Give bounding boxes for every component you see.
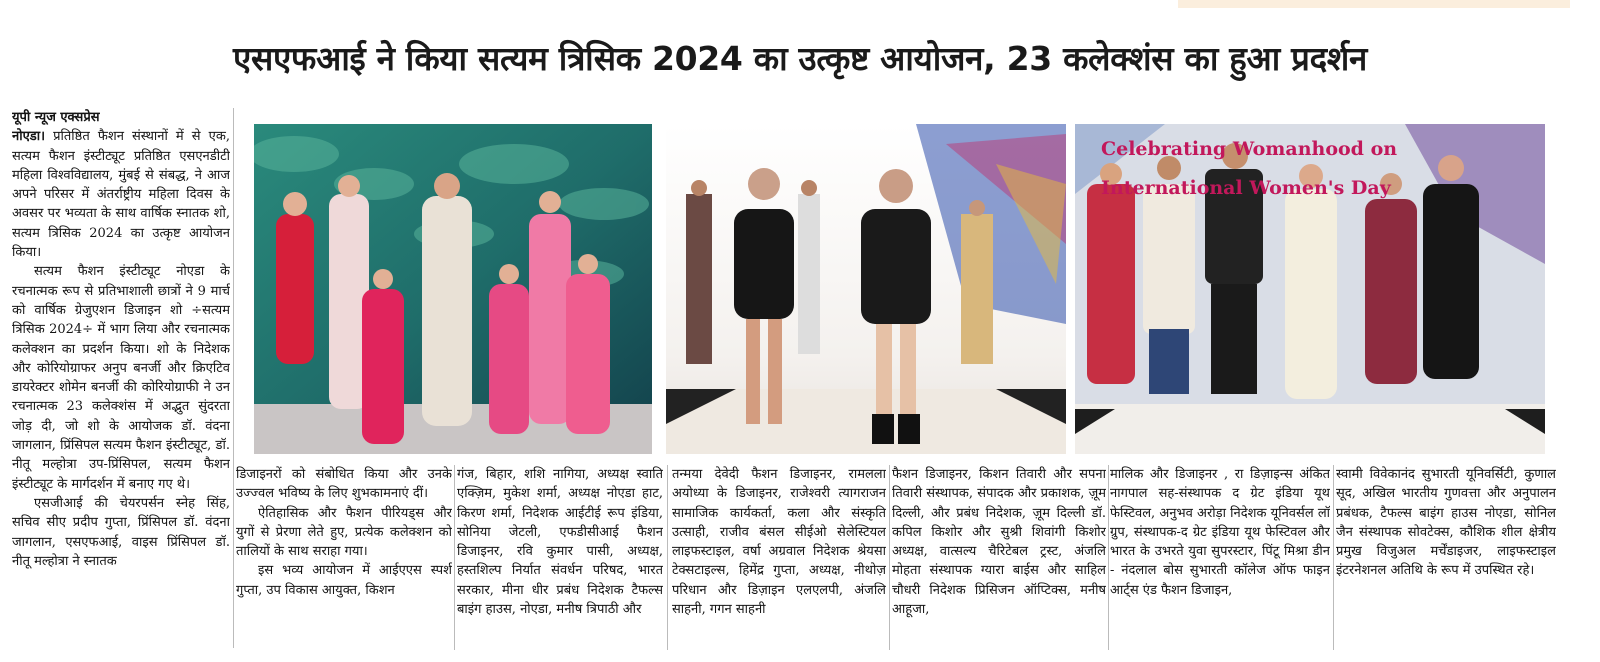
paragraph: मालिक और डिजाइनर , रा डिज़ाइन्स अंकित नागपाल सह-संस्थापक द ग्रेट इंडिया यूथ फेस्टिवल, अनुभव अरोड़ा निदेशक यूनिवर्सल लॉ ग्रुप, संस्थापक-द ग्रेट इंडिया यूथ फेस्टिवल और भारत के उभरते युवा सुपरस्टार, पिंटू मिश्रा डीन - नंदलाल बोस सुभारती कॉलेज ऑफ फाइन आर्ट्स एंड फैशन डिजाइन, [1110, 467, 1330, 598]
paragraph: डिजाइनरों को संबोधित किया और उनके उज्ज्वल भविष्य के लिए शुभकामनाएं दीं। [236, 467, 452, 502]
column-divider [1108, 465, 1109, 650]
paragraph: गंज, बिहार, शशि नागिया, अध्यक्ष स्वाति एक्ज़िम, मुकेश शर्मा, अध्यक्ष नोएडा हाट, किरण शर्मा, निदेशक आईटीई रूप इंडिया, सोनिया जेटली, एफडीसीआई फैशन डिजाइनर, रवि कुमार पासी, अध्यक्ष, हस्तशिल्प निर्यात संवर्धन परिषद, भारत सरकार, मीना धीर प्रबंध निदेशक टैफल्स बाइंग हाउस, नोएडा, मनीष त्रिपाठी और [457, 467, 663, 618]
article-column-3 [457, 465, 663, 650]
paragraph: सत्यम फैशन इंस्टीट्यूट नोएडा के रचनात्मक रूप से प्रतिभाशाली छात्रों ने 9 मार्च को वार्षिक ग्रेजुएशन डिजाइन शो ÷सत्यम त्रिसिक 2024÷ में भाग लिया और रचनात्मक कलेक्शन का प्रदर्शन किया। शो के निदेशक और कोरियोग्राफर अनुप बनर्जी और क्रिएटिव डायरेक्टर शोमेन बनर्जी की कोरियोग्राफी ने उन रचनात्मक 23 कलेक्शंस में अद्भुत सुंदरता जोड़ दी, जो शो के आयोजक डॉ. वंदना जागलान, प्रिंसिपल सत्यम फैशन इंस्टीट्यूट, डॉ. नीतू मल्होत्रा उप-प्रिंसिपल, सत्यम फैशन इंस्टीट्यूट के मार्गदर्शन में बनाए गए थे। [12, 264, 230, 492]
photo-runway-models [666, 124, 1066, 454]
article-column-5 [892, 465, 1106, 650]
photo-kids-runway [254, 124, 652, 454]
article-column-1 [12, 108, 230, 648]
byline: यूपी न्यूज एक्सप्रेस [12, 110, 100, 125]
paragraph [12, 127, 230, 262]
banner-line-1: Celebrating Womanhood on [1101, 138, 1398, 160]
banner-line-2: International Women's Day [1101, 177, 1391, 199]
paragraph: फैशन डिजाइनर, किशन तिवारी और सपना तिवारी संस्थापक, संपादक और प्रकाशक, ज़ूम दिल्ली, और प्रबंध निदेशक, ज़ूम दिल्ली डॉ. कपिल किशोर और सुश्री शिवांगी किशोर अध्यक्ष, वात्सल्य चैरिटेबल ट्रस्ट, अंजलि मोहता संस्थापक ग्यारा बाईस और साहिल चौधरी निदेशक प्रिसिजन ऑप्टिक्स, मनीष आहूजा, [892, 467, 1106, 618]
kids-runway-image [254, 124, 652, 454]
paragraph-text: प्रतिष्ठित फैशन संस्थानों में से एक, सत्यम फैशन इंस्टीट्यूट प्रतिष्ठित एसएनडीटी महिला विश्वविद्यालय, मुंबई से संबद्ध, ने आज अपने परिसर में अंतर्राष्ट्रीय महिला दिवस के अवसर पर भव्यता के साथ वार्षिक स्नातक शो, सत्यम त्रिसिक 2024 का उत्कृष्ट आयोजन किया। [12, 129, 230, 261]
paragraph: ऐतिहासिक और फैशन पीरियड्स और युगों से प्रेरणा लेते हुए, प्रत्येक कलेक्शन को तालियों के साथ सराहा गया। [236, 505, 452, 560]
column-divider [454, 465, 455, 650]
top-color-strip [1178, 0, 1570, 8]
headline: एसएफआई ने किया सत्यम त्रिसिक 2024 का उत्कृष्ट आयोजन, 23 कलेक्शंस का हुआ प्रदर्शन [233, 38, 1367, 78]
column-divider [889, 465, 890, 650]
article-column-6 [1110, 465, 1330, 650]
paragraph: तन्मया देवेदी फैशन डिजाइनर, रामलला अयोध्या के डिजाइनर, राजेश्वरी त्यागराजन सामाजिक कार्यकर्ता, कला और संस्कृति उत्साही, राजीव बंसल सीईओ सेलेस्टियल लाइफस्टाइल, वर्षा अग्रवाल निदेशक श्रेयसा टेक्सटाइल्स, हिमेंद्र गुप्ता, अध्यक्ष, नीथोज़ परिधान और डिज़ाइन एलएलपी, अंजलि साहनी, गगन साहनी [672, 467, 886, 618]
column-divider [233, 108, 234, 648]
award-group-image [1075, 124, 1545, 454]
runway-models-image [666, 124, 1066, 454]
article-column-2 [236, 465, 452, 650]
paragraph: स्वामी विवेकानंद सुभारती यूनिवर्सिटी, कुणाल सूद, अखिल भारतीय गुणवत्ता और अनुपालन प्रबंधक, टैफल्स बाइंग हाउस नोएडा, सोनिल जैन संस्थापक सोवटेक्स, कौशिक शील क्षेत्रीय प्रमुख विजुअल मर्चेंडाइजर, लाइफस्टाइल इंटरनेशनल अतिथि के रूप में उपस्थित रहे। [1336, 467, 1556, 579]
photo-award-group [1075, 124, 1545, 454]
article-column-7 [1336, 465, 1556, 650]
dateline: नोएडा। [12, 129, 46, 145]
paragraph: एसजीआई की चेयरपर्सन स्नेह सिंह, सचिव सीए प्रदीप गुप्ता, प्रिंसिपल डॉ. वंदना जागलान, एसएफआई, वाइस प्रिंसिपल डॉ. नीतू मल्होत्रा ने स्नातक [12, 495, 230, 569]
article-column-4 [672, 465, 886, 650]
paragraph: इस भव्य आयोजन में आईएएस स्पर्श गुप्ता, उप विकास आयुक्त, किशन [236, 563, 452, 598]
column-divider [667, 465, 668, 650]
column-divider [1333, 465, 1334, 650]
